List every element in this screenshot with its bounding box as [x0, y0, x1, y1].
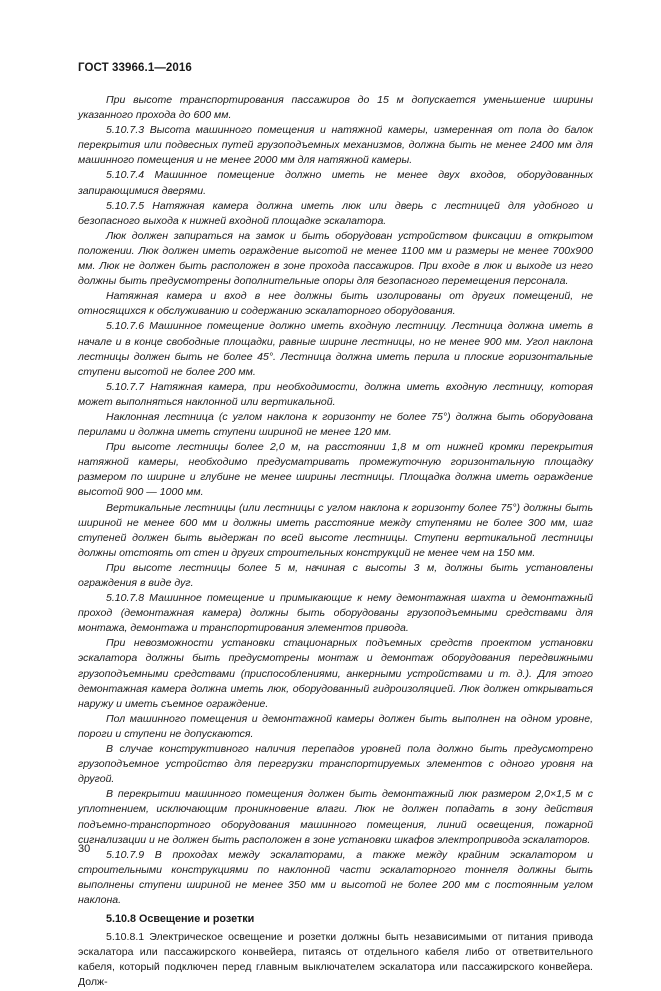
paragraph-ladder-platform: При высоте лестницы более 2,0 м, на расстоянии 1,8 м от нижней кромки перекрытия натяжной камеры, необходимо предусматривать промежуточную горизонтальную площадку размером по ширине и глубине не менее ширины лестницы. Площадка должна иметь ограждение высотой 900 — 1000 мм.	[78, 441, 593, 499]
section-heading-lighting: 5.10.8 Освещение и розетки	[106, 913, 255, 926]
document-body	[78, 93, 593, 991]
paragraph-tension-chamber-isolation: Натяжная камера и вход в нее должны быть изолированы от других помещений, не относящихся к обслуживанию и содержанию эскалаторного оборудования.	[78, 290, 593, 318]
paragraph-mobile-lifting: При невозможности установки стационарных подъемных средств проектом установки эскалатора должны быть предусмотрены монтаж и демонтаж оборудования передвижными грузоподъемными средствами (приспособлениями, анкерными устройствами и т. д.). Для этого демонтажная камера должна иметь люк, оборудованный гидроизоляцией. Люк должен открываться наружу и иметь съемное ограждение.	[78, 637, 593, 710]
page-number: 30	[78, 843, 91, 855]
document-header: ГОСТ 33966.1—2016	[78, 62, 192, 74]
paragraph-vertical-ladders: Вертикальные лестницы (или лестницы с углом наклона к горизонту более 75°) должны быть шириной не менее 600 мм и должны иметь расстояние между ступенями не более 300 мм, шаг ступеней должен быть выдержан по всей высоте лестницы. Ступени вертикальной лестницы должны отстоять от стен и других строительных конструкций не менее чем на 150 мм.	[78, 501, 593, 559]
paragraph-5-10-7-6: 5.10.7.6 Машинное помещение должно иметь входную лестницу. Лестница должна иметь в начале и в конце свободные площадки, равные ширине лестницы, но не менее 900 мм. Угол наклона лестницы должен быть не более 45°. Лестница должна иметь перила и плоские горизонтальные ступени высотой не более 200 мм.	[78, 320, 593, 378]
paragraph-hatch-lock: Люк должен запираться на замок и быть оборудован устройством фиксации в открытом положении. Люк должен иметь ограждение высотой не менее 1100 мм и размеры не менее 700x900 мм. Люк не должен быть расположен в зоне прохода пассажиров. При входе в люк и выходе из него должны быть предусмотрены дополнительные опоры для безопасного перемещения персонала.	[78, 229, 593, 288]
paragraph-5-10-8-1: 5.10.8.1 Электрическое освещение и розетки должны быть независимыми от питания привода эскалатора или пассажирского конвейера, питаясь от отдельного кабеля либо от ответвительного кабеля, который подключен перед главным выключателем эскалатора или пассажирского конвейера. Долж-	[78, 931, 593, 989]
paragraph-5-10-7-9: 5.10.7.9 В проходах между эскалаторами, а также между крайним эскалатором и строительными конструкциями по наклонной части эскалаторного тоннеля должны быть выполнены ступени шириной не менее 350 мм и высотой не более 200 мм с постоянным углом наклона.	[78, 848, 593, 906]
paragraph-5-10-7-8: 5.10.7.8 Машинное помещение и примыкающие к нему демонтажная шахта и демонтажный проход (демонтажная камера) должны быть оборудованы грузоподъемными средствами для монтажа, демонтажа и транспортирования элементов привода.	[78, 592, 593, 635]
paragraph-ladder-arcs: При высоте лестницы более 5 м, начиная с высоты 3 м, должны быть установлены ограждения в виде дуг.	[78, 561, 593, 589]
paragraph-floor-differences: В случае конструктивного наличия перепадов уровней пола должно быть предусмотрено грузоподъемное устройство для перегрузки транспортируемых элементов с одного уровня на другой.	[78, 743, 593, 786]
paragraph-5-10-7-5: 5.10.7.5 Натяжная камера должна иметь люк или дверь с лестницей для удобного и безопасного выхода к нижней входной площадке эскалатора.	[78, 199, 593, 227]
paragraph-floor-level: Пол машинного помещения и демонтажной камеры должен быть выполнен на одном уровне, пороги и ступени не допускаются.	[78, 712, 593, 740]
paragraph-5-10-7-4: 5.10.7.4 Машинное помещение должно иметь не менее двух входов, оборудованных запирающимися дверями.	[78, 169, 593, 197]
paragraph-5-10-7-7: 5.10.7.7 Натяжная камера, при необходимости, должна иметь входную лестницу, которая может выполняться наклонной или вертикальной.	[78, 380, 593, 408]
paragraph-passage-width: При высоте транспортирования пассажиров до 15 м допускается уменьшение ширины указанного прохода до 600 мм.	[78, 94, 593, 122]
paragraph-dismantling-hatch: В перекрытии машинного помещения должен быть демонтажный люк размером 2,0×1,5 м с уплотнением, исключающим проникновение влаги. Люк не должен попадать в зону действия подъемно-транспортного оборудования машинного помещения, линий освещения, пожарной сигнализации и не должен быть расположен в зоне установки шкафов электропривода эскалаторов.	[78, 788, 593, 846]
paragraph-inclined-ladder: Наклонная лестница (с углом наклона к горизонту не более 75°) должна быть оборудована перилами и должна иметь ступени шириной не менее 120 мм.	[78, 410, 593, 439]
paragraph-5-10-7-3: 5.10.7.3 Высота машинного помещения и натяжной камеры, измеренная от пола до балок перекрытия или подвесных путей грузоподъемных механизмов, должна быть не менее 2400 мм для машинного помещения и не менее 2000 мм для натяжной камеры.	[78, 124, 593, 167]
